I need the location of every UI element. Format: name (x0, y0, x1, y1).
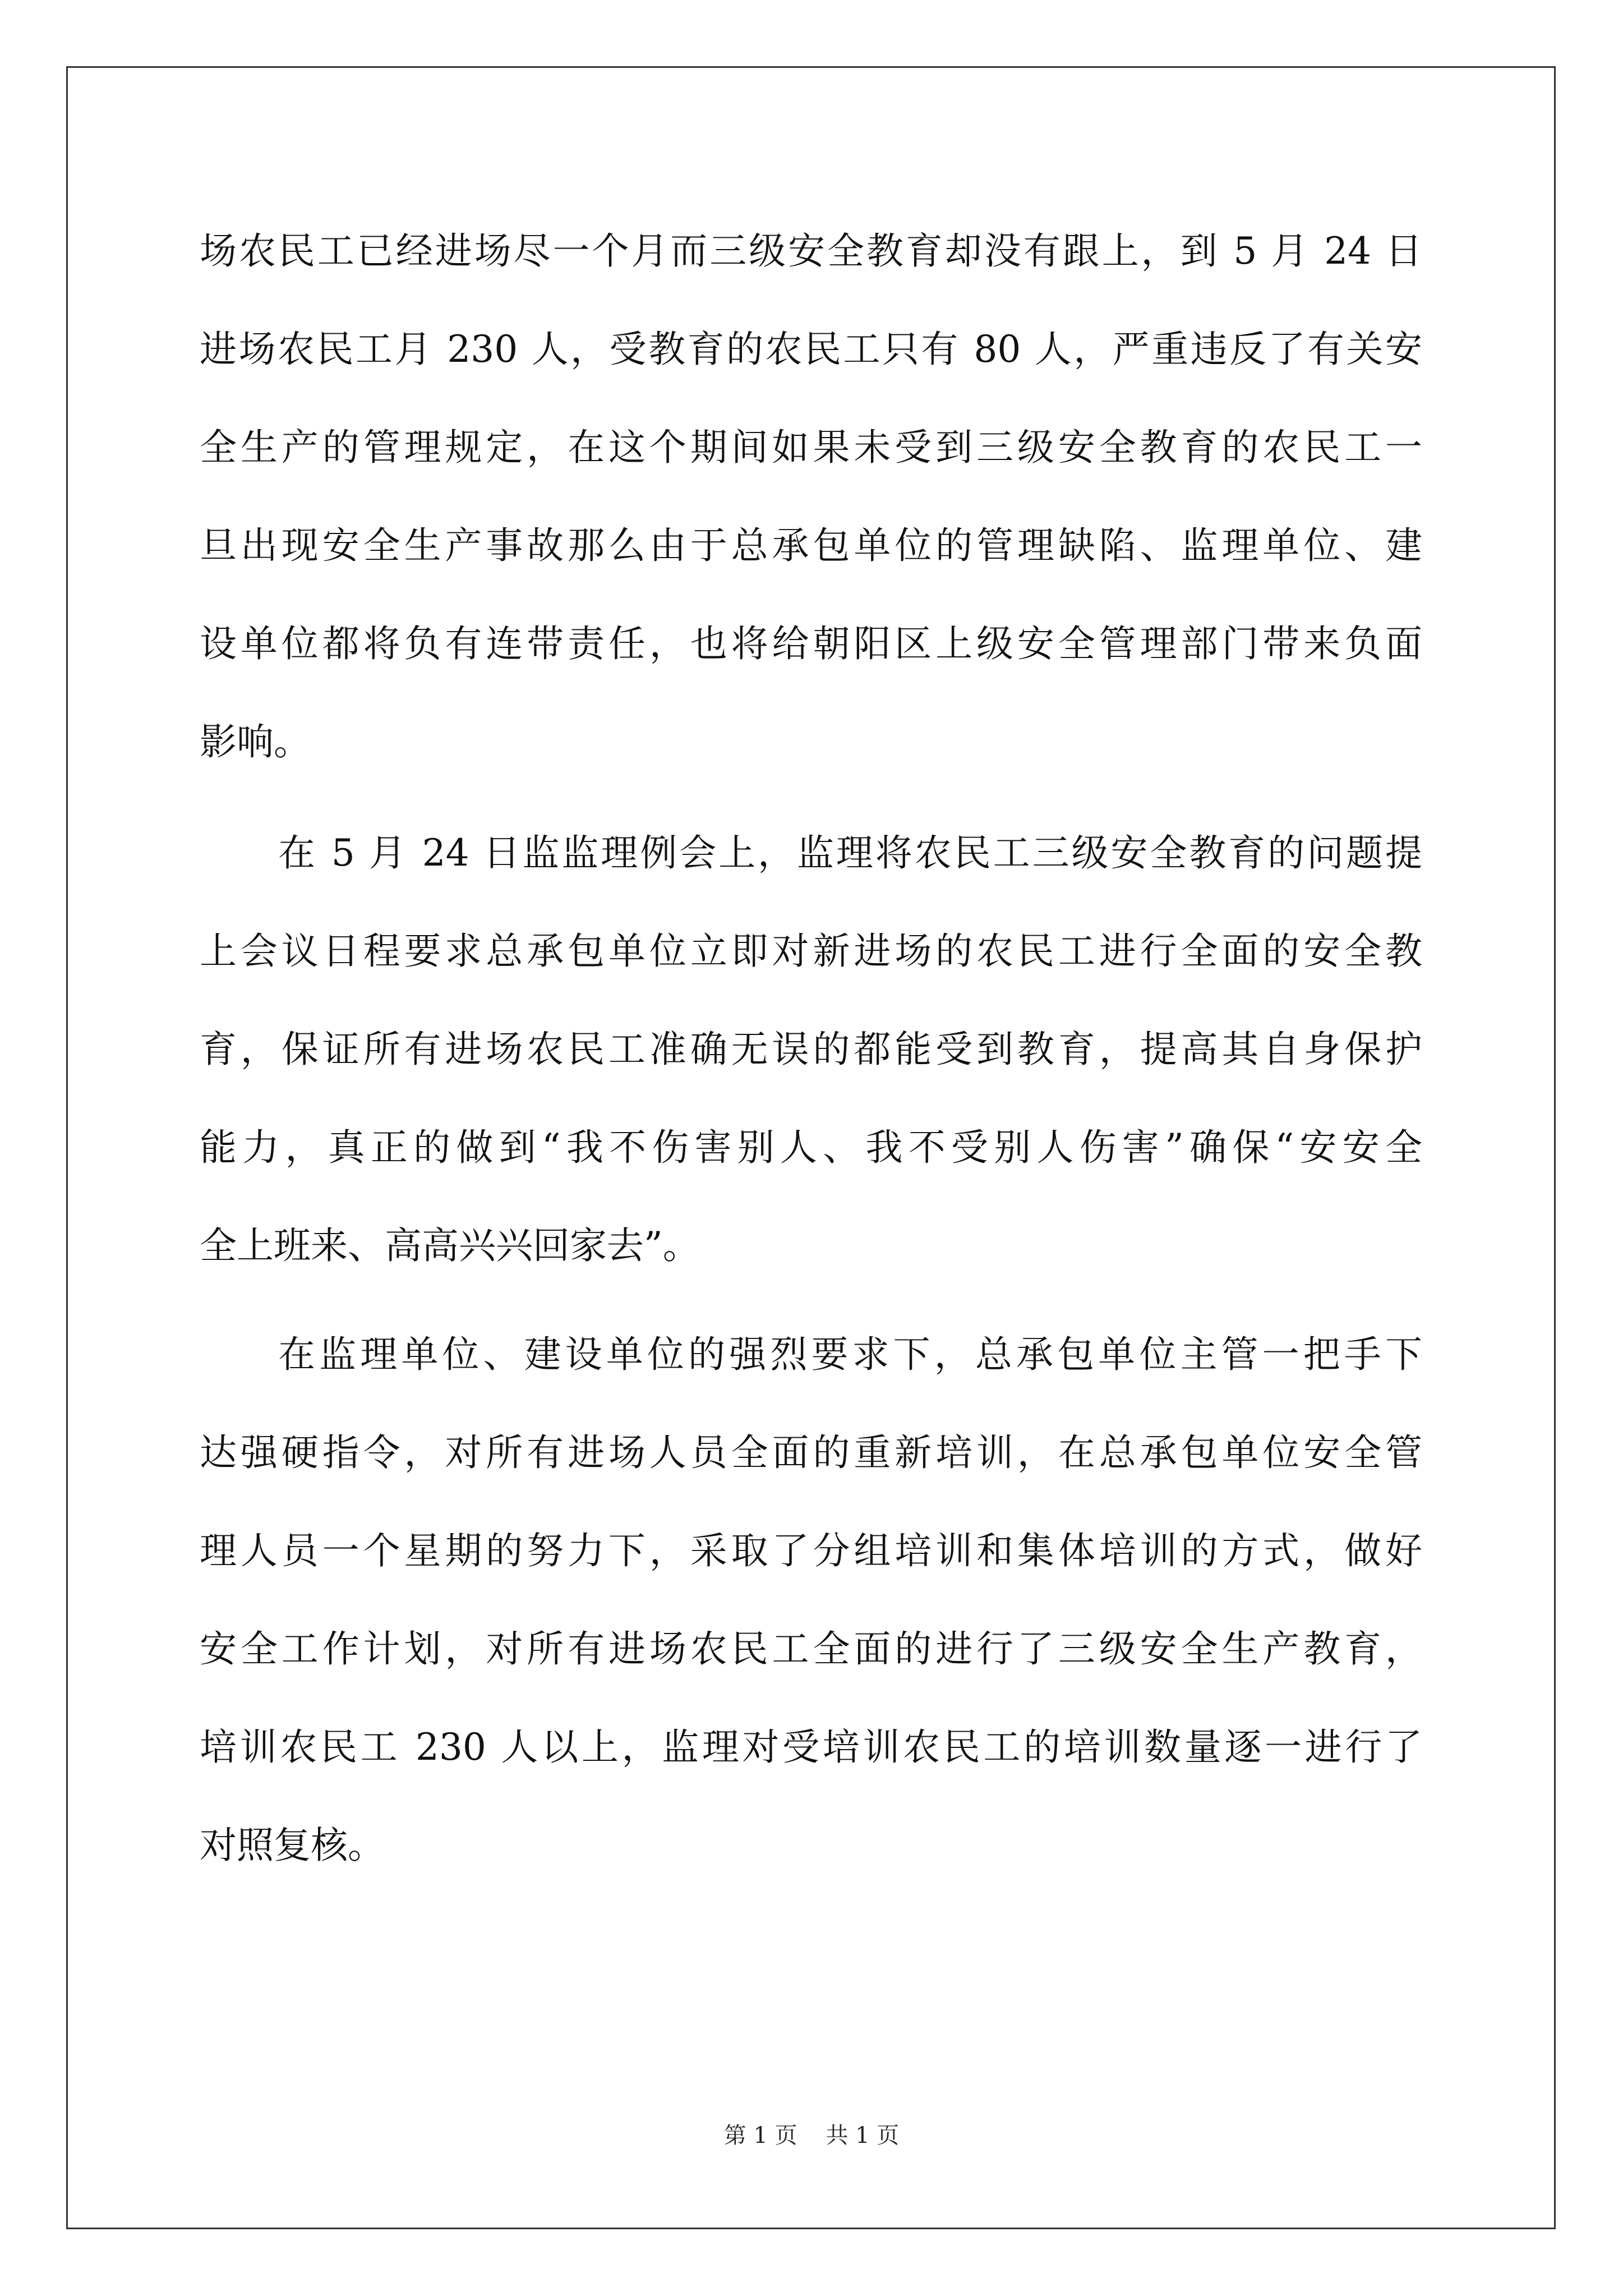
text-line: 育，保证所有进场农民工准确无误的都能受到教育，提高其自身保护 (200, 1028, 1422, 1071)
text-line: 场农民工已经进场尽一个月而三级安全教育却没有跟上，到 5 月 24 日 (200, 229, 1422, 273)
text-line: 能力，真正的做到“我不伤害别人、我不受别人伤害”确保“安安全 (200, 1126, 1422, 1169)
text-line: 达强硬指令，对所有进场人员全面的重新培训，在总承包单位安全管 (200, 1431, 1422, 1474)
text-line: 全上班来、高高兴兴回家去”。 (200, 1224, 700, 1267)
text-line: 在 5 月 24 日监监理例会上，监理将农民工三级安全教育的问题提 (278, 831, 1422, 875)
text-line: 理人员一个星期的努力下，采取了分组培训和集体培训的方式，做好 (200, 1529, 1422, 1572)
text-line: 上会议日程要求总承包单位立即对新进场的农民工进行全面的安全教 (200, 930, 1422, 973)
text-line: 设单位都将负有连带责任，也将给朝阳区上级安全管理部门带来负面 (200, 622, 1422, 665)
text-line: 影响。 (200, 720, 311, 763)
page-number-footer: 第 1 页 共 1 页 (723, 2123, 900, 2148)
text-line: 进场农民工月 230 人，受教育的农民工只有 80 人，严重违反了有关安 (200, 328, 1422, 371)
text-line: 安全工作计划，对所有进场农民工全面的进行了三级安全生产教育， (200, 1627, 1422, 1671)
text-line: 在监理单位、建设单位的强烈要求下，总承包单位主管一把手下 (278, 1333, 1422, 1376)
text-line: 培训农民工 230 人以上，监理对受培训农民工的培训数量逐一进行了 (200, 1726, 1422, 1769)
text-line: 对照复核。 (200, 1824, 385, 1867)
text-line: 全生产的管理规定，在这个期间如果未受到三级安全教育的农民工一 (200, 426, 1422, 469)
text-line: 旦出现安全生产事故那么由于总承包单位的管理缺陷、监理单位、建 (200, 524, 1422, 567)
